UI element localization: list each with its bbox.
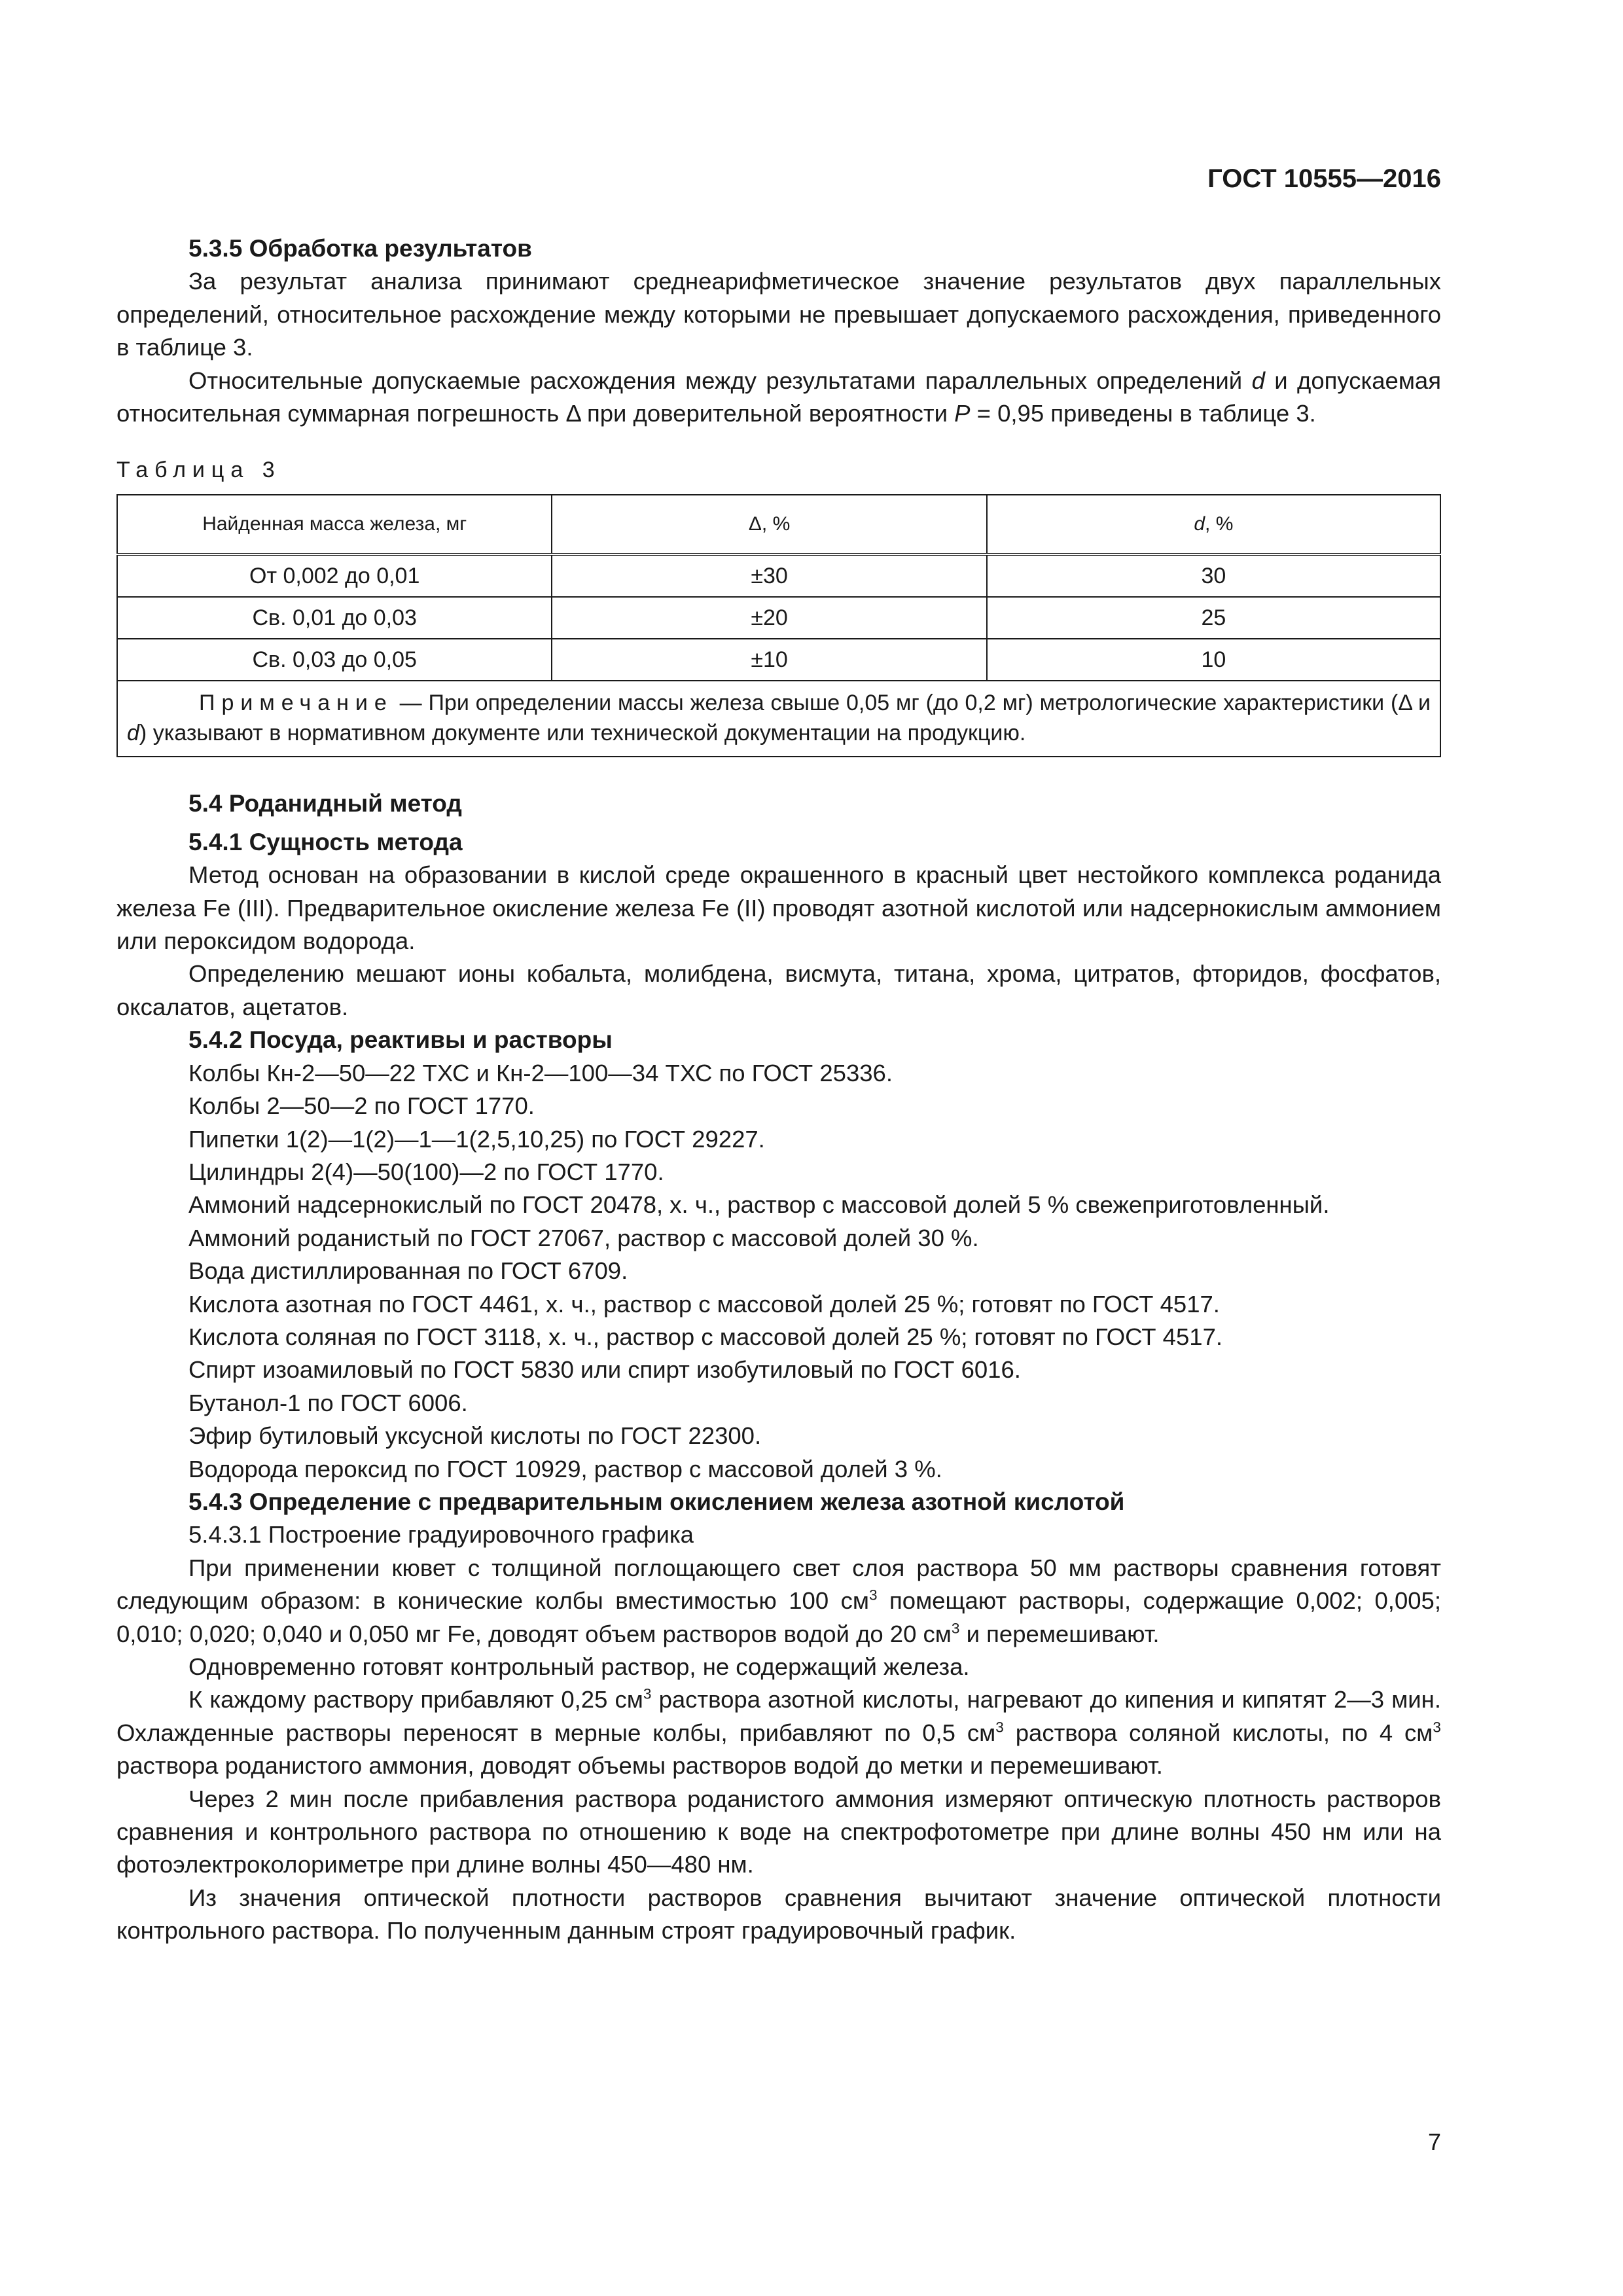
superscript: 3	[951, 1620, 960, 1637]
list-item: Аммоний роданистый по ГОСТ 27067, раствор с массовой долей 30 %.	[188, 1224, 979, 1251]
list-item: Кислота соляная по ГОСТ 3118, х. ч., раствор с массовой долей 25 %; готовят по ГОСТ 4517.	[188, 1323, 1223, 1350]
text-fragment: помещают растворы, содержащие 0,002; 0,005; 0,010; 0,020; 0,040 и 0,050 мг Fe, доводят объем растворов водой до 20 см	[116, 1587, 1441, 1647]
superscript: 3	[995, 1719, 1004, 1736]
list-item: Бутанол-1 по ГОСТ 6006.	[188, 1389, 468, 1416]
list-item: Цилиндры 2(4)—50(100)—2 по ГОСТ 1770.	[188, 1158, 664, 1185]
page-number: 7	[1427, 2128, 1441, 2155]
list-item: Вода дистиллированная по ГОСТ 6709.	[188, 1257, 628, 1285]
cell-delta: ±10	[552, 639, 986, 681]
paragraph: Определению мешают ионы кобальта, молибдена, висмута, титана, хрома, цитратов, фторидов, фосфатов, оксалатов, ацетатов.	[116, 960, 1441, 1020]
table-header-row	[117, 495, 1440, 554]
symbol-d: d	[1251, 367, 1265, 394]
text-fragment: и допускаемая относительная суммарная погрешность Δ при доверительной вероятности	[116, 367, 1441, 427]
text-fragment: раствора азотной кислоты, нагревают до кипения и кипятят 2—3 мин. Охлажденные растворы переносят в мерные колбы, прибавляют по 0,5 см	[116, 1686, 1441, 1746]
paragraph: Метод основан на образовании в кислой среде окрашенного в красный цвет нестойкого комплекса роданида железа Fe (III). Предварительное окисление железа Fe (II) проводят азотной кислотой или надсернокислым аммонием или пероксидом водорода.	[116, 861, 1441, 955]
column-header-d	[987, 495, 1440, 554]
cell-range: От 0,002 до 0,01	[117, 554, 552, 597]
table-3	[116, 494, 1441, 757]
table-row	[117, 554, 1440, 597]
list-item: Аммоний надсернокислый по ГОСТ 20478, х. ч., раствор с массовой долей 5 % свежеприготовленный.	[188, 1191, 1330, 1219]
section-5-4-heading: 5.4 Роданидный метод	[188, 790, 462, 817]
page-content	[116, 232, 1441, 1948]
paragraph: Из значения оптической плотности растворов сравнения вычитают значение оптической плотности контрольного раствора. По полученным данным строят градуировочный график.	[116, 1884, 1441, 1945]
section-5-4-3-1-heading: 5.4.3.1 Построение градуировочного графика	[188, 1521, 694, 1549]
table-note	[117, 681, 1440, 757]
column-header-delta: Δ, %	[552, 495, 986, 554]
list-item: Водорода пероксид по ГОСТ 10929, раствор с массовой долей 3 %.	[188, 1455, 942, 1482]
table-row	[117, 639, 1440, 681]
table-note-row	[117, 681, 1440, 757]
list-item: Эфир бутиловый уксусной кислоты по ГОСТ 22300.	[188, 1422, 762, 1450]
section-5-4-2-heading: 5.4.2 Посуда, реактивы и растворы	[188, 1026, 613, 1054]
column-header-mass: Найденная масса железа, мг	[117, 495, 552, 554]
section-5-4-1-heading: 5.4.1 Сущность метода	[188, 828, 463, 855]
unit: , %	[1205, 513, 1234, 535]
paragraph: За результат анализа принимают среднеарифметическое значение результатов двух параллельных определений, относительное расхождение между которыми не превышает допускаемого расхождения, приведенного в таблице 3.	[116, 268, 1441, 361]
list-item: Кислота азотная по ГОСТ 4461, х. ч., раствор с массовой долей 25 %; готовят по ГОСТ 4517.	[188, 1290, 1220, 1318]
cell-d: 25	[987, 597, 1440, 639]
superscript: 3	[643, 1685, 652, 1702]
superscript: 3	[868, 1587, 878, 1604]
symbol-d: d	[1194, 513, 1205, 535]
table-row	[117, 597, 1440, 639]
superscript: 3	[1433, 1719, 1441, 1736]
paragraph	[116, 1683, 1441, 1782]
text-fragment: = 0,95 приведены в таблице 3.	[970, 400, 1316, 427]
text-fragment: К каждому раствору прибавляют 0,25 см	[188, 1686, 643, 1713]
note-label: Примечание	[199, 691, 393, 716]
text-fragment: раствора соляной кислоты, по 4 см	[1003, 1719, 1433, 1746]
cell-range: Св. 0,03 до 0,05	[117, 639, 552, 681]
paragraph	[116, 1552, 1441, 1651]
text-fragment: раствора роданистого аммония, доводят объемы растворов водой до метки и перемешивают.	[116, 1752, 1163, 1780]
document-id: ГОСТ 10555—2016	[1207, 164, 1441, 193]
paragraph: Через 2 мин после прибавления раствора роданистого аммония измеряют оптическую плотность растворов сравнения и контрольного раствора по отношению к воде на спектрофотометре при длине волны 450 нм или на фотоэлектроколориметре при длине волны 450—480 нм.	[116, 1785, 1441, 1878]
section-5-4-3-heading: 5.4.3 Определение с предварительным окислением железа азотной кислотой	[188, 1488, 1125, 1515]
cell-d: 30	[987, 554, 1440, 597]
symbol-d: d	[127, 721, 139, 746]
list-item: Спирт изоамиловый по ГОСТ 5830 или спирт изобутиловый по ГОСТ 6016.	[188, 1356, 1021, 1384]
paragraph: Одновременно готовят контрольный раствор, не содержащий железа.	[188, 1653, 970, 1680]
cell-delta: ±20	[552, 597, 986, 639]
cell-delta: ±30	[552, 554, 986, 597]
list-item: Колбы Кн-2—50—22 ТХС и Кн-2—100—34 ТХС по ГОСТ 25336.	[188, 1059, 893, 1086]
text-fragment: ) указывают в нормативном документе или технической документации на продукцию.	[139, 721, 1026, 746]
list-item: Колбы 2—50—2 по ГОСТ 1770.	[188, 1092, 535, 1120]
text-fragment: — При определении массы железа свыше 0,05 мг (до 0,2 мг) метрологические характеристики (Δ и	[393, 691, 1431, 716]
cell-range: Св. 0,01 до 0,03	[117, 597, 552, 639]
paragraph	[116, 365, 1441, 431]
text-fragment: Относительные допускаемые расхождения между результатами параллельных определений	[188, 367, 1252, 394]
cell-d: 10	[987, 639, 1440, 681]
list-item: Пипетки 1(2)—1(2)—1—1(2,5,10,25) по ГОСТ 29227.	[188, 1125, 765, 1153]
section-5-3-5-heading: 5.3.5 Обработка результатов	[188, 235, 532, 262]
text-fragment: При применении кювет с толщиной поглощающего свет слоя раствора 50 мм растворы сравнения готовят следующим образом: в конические колбы вместимостью 100 см	[116, 1554, 1441, 1615]
text-fragment: и перемешивают.	[959, 1620, 1160, 1647]
table-caption: Таблица 3	[116, 457, 281, 483]
symbol-p: P	[954, 400, 971, 427]
